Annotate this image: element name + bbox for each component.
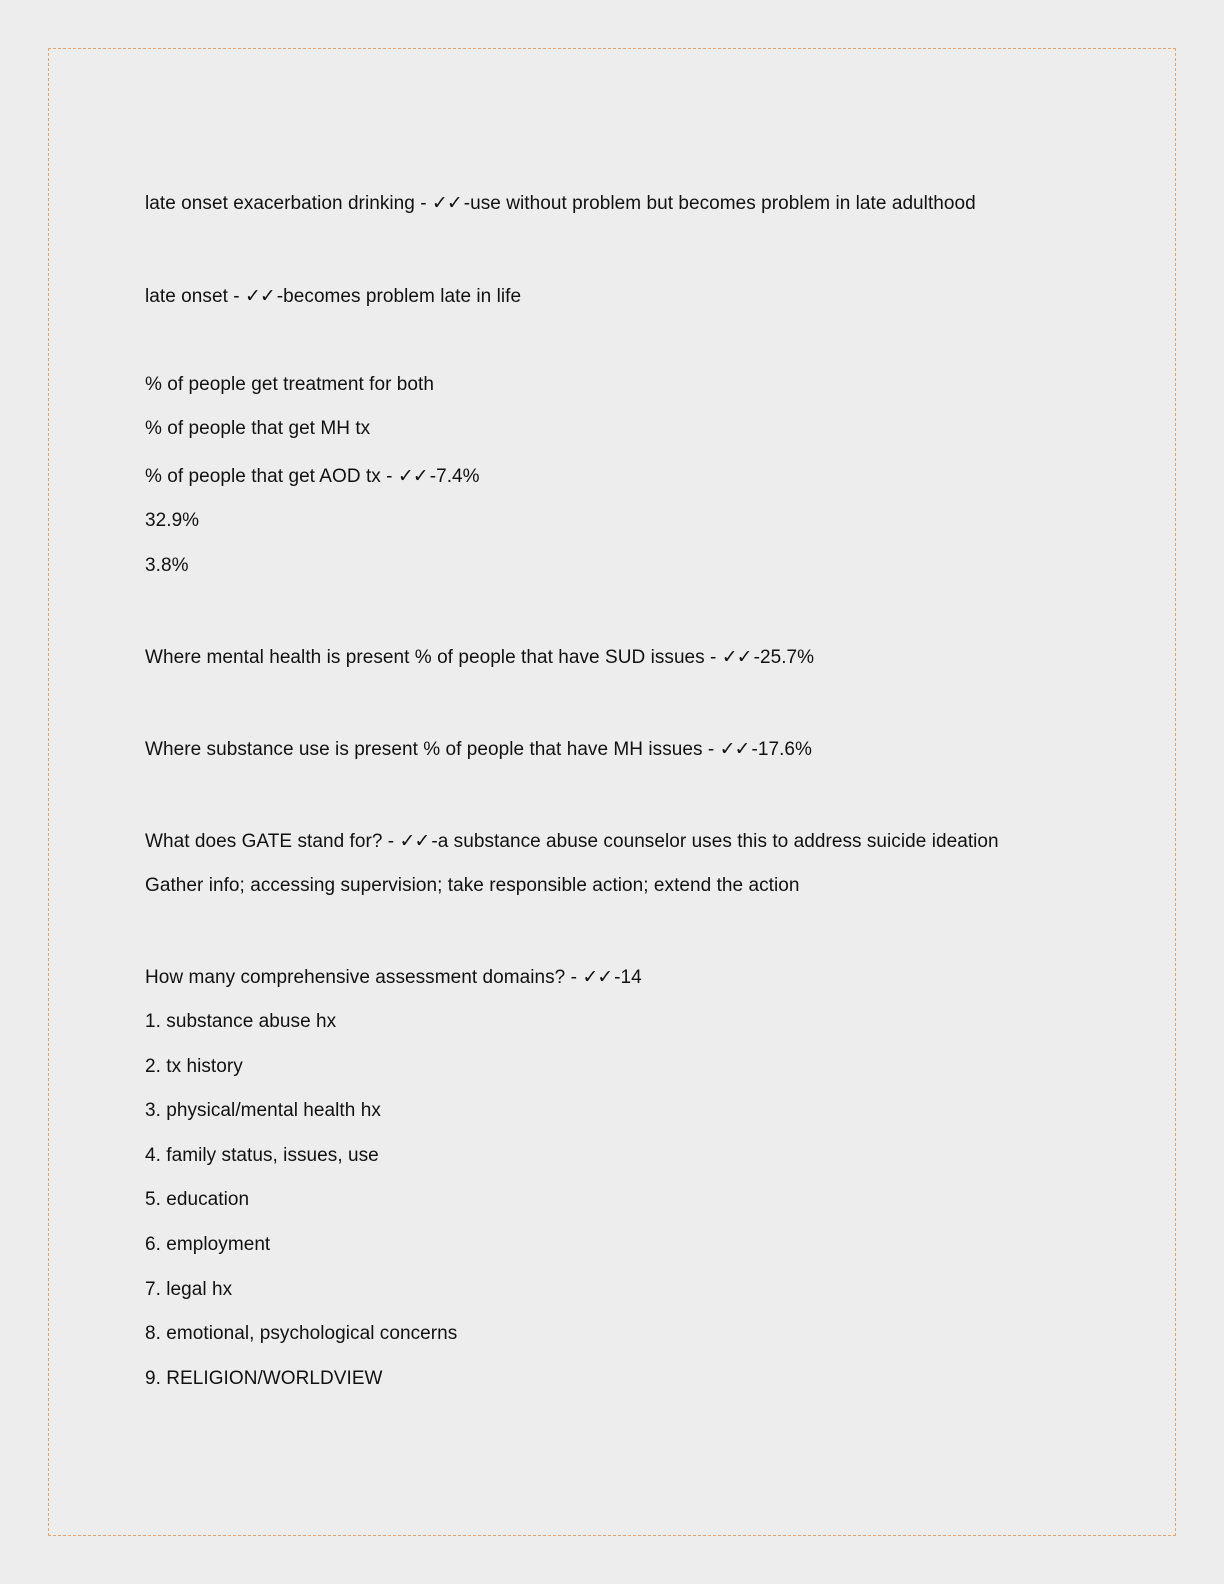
- answer-text: -25.7%: [753, 647, 815, 668]
- double-check-icon: ✓✓: [399, 830, 430, 852]
- double-check-icon: ✓✓: [244, 285, 275, 307]
- list-item: 5. education: [145, 1189, 250, 1210]
- question-text: Where substance use is present % of people that have MH issues -: [145, 739, 720, 760]
- double-check-icon: ✓✓: [431, 192, 462, 214]
- list-item: 1. substance abuse hx: [145, 1011, 337, 1032]
- text-line-percent-1: 32.9%: [145, 510, 200, 531]
- question-text: late onset -: [145, 286, 245, 307]
- question-text: What does GATE stand for? -: [145, 831, 400, 852]
- question-text: Where mental health is present % of people that have SUD issues -: [145, 647, 722, 668]
- qa-line-su-mh: [145, 737, 812, 762]
- qa-line-gate: [145, 829, 999, 854]
- list-item: 3. physical/mental health hx: [145, 1100, 381, 1121]
- answer-text: -7.4%: [429, 466, 480, 487]
- qa-line-aod-tx: [145, 464, 480, 489]
- qa-line-mh-sud: [145, 645, 814, 670]
- list-item: 8. emotional, psychological concerns: [145, 1323, 458, 1344]
- double-check-icon: ✓✓: [721, 646, 752, 668]
- qa-line-assessment-domains: [145, 965, 642, 990]
- text-line-percent-2: 3.8%: [145, 555, 189, 576]
- qa-line-late-onset: [145, 284, 521, 309]
- text-line-gate-definition: Gather info; accessing supervision; take responsible action; extend the action: [145, 875, 800, 896]
- answer-text: -14: [614, 967, 642, 988]
- list-item: 9. RELIGION/WORLDVIEW: [145, 1368, 383, 1389]
- list-item: 6. employment: [145, 1234, 271, 1255]
- text-line-mh-tx: % of people that get MH tx: [145, 418, 371, 439]
- double-check-icon: ✓✓: [582, 966, 613, 988]
- question-text: How many comprehensive assessment domains? -: [145, 967, 583, 988]
- answer-text: -becomes problem late in life: [276, 286, 522, 307]
- question-text: % of people that get AOD tx -: [145, 466, 398, 487]
- question-text: late onset exacerbation drinking -: [145, 193, 432, 214]
- answer-text: -use without problem but becomes problem in late adulthood: [463, 193, 976, 214]
- double-check-icon: ✓✓: [719, 738, 750, 760]
- qa-line-late-onset-exacerbation: [145, 191, 976, 216]
- page-border: [48, 48, 1176, 1536]
- answer-text: -a substance abuse counselor uses this to address suicide ideation: [431, 831, 999, 852]
- text-line-treatment-both: % of people get treatment for both: [145, 374, 434, 395]
- list-item: 2. tx history: [145, 1056, 243, 1077]
- double-check-icon: ✓✓: [397, 465, 428, 487]
- list-item: 7. legal hx: [145, 1279, 233, 1300]
- list-item: 4. family status, issues, use: [145, 1145, 379, 1166]
- answer-text: -17.6%: [751, 739, 812, 760]
